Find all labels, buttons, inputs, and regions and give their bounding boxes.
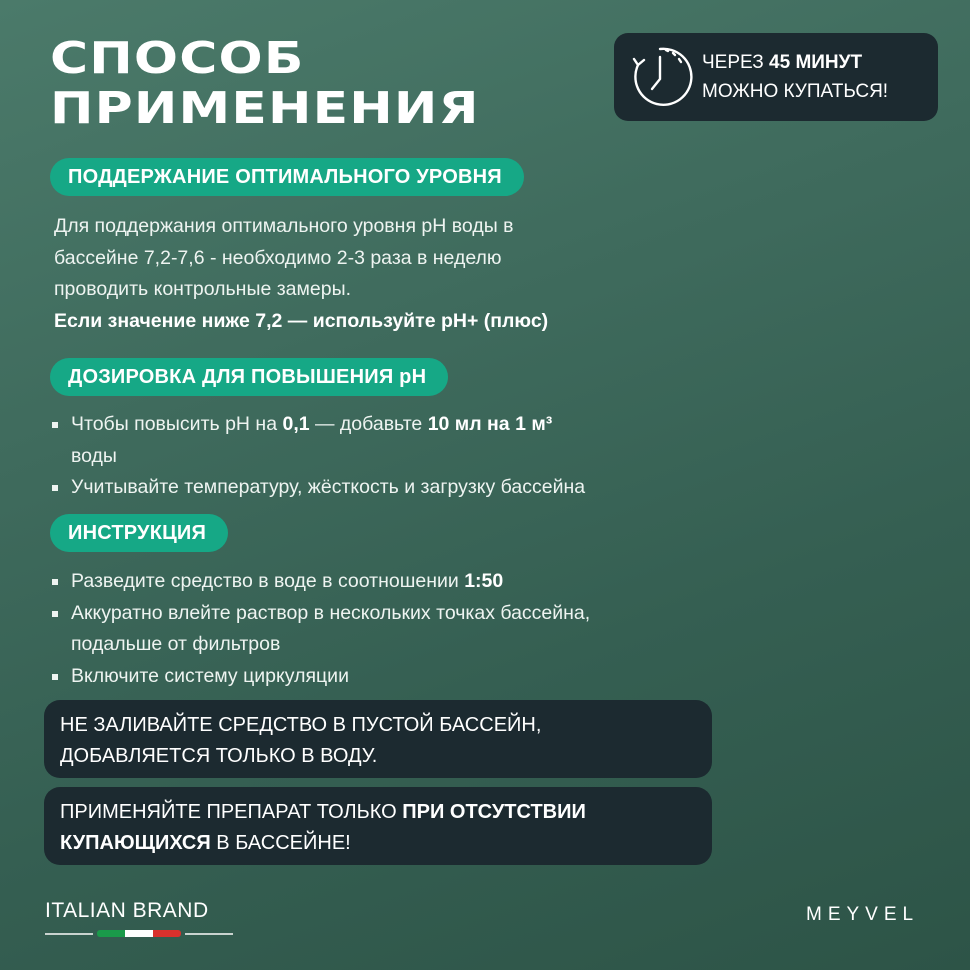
list-item	[50, 661, 730, 693]
italian-brand-text: ITALIAN BRAND	[45, 899, 209, 922]
item-text-line-2: воды	[71, 444, 117, 467]
page-title	[50, 34, 480, 134]
dosage-list	[50, 409, 730, 504]
timer-line-2: МОЖНО КУПАТЬСЯ!	[702, 81, 889, 102]
list-item	[50, 598, 730, 661]
warning-text: ПРИМЕНЯЙТЕ ПРЕПАРАТ ТОЛЬКО	[60, 801, 403, 823]
timer-prefix: ЧЕРЕЗ	[702, 52, 764, 73]
item-text: — добавьте	[309, 413, 428, 435]
list-item	[50, 472, 730, 504]
paragraph-line: бассейне 7,2-7,6 - необходимо 2-3 раза в неделю	[54, 246, 502, 269]
italian-brand-badge	[45, 899, 233, 937]
warning-box-no-swimmers	[44, 787, 712, 865]
bullet-icon	[52, 485, 58, 491]
section-heading-instruction: ИНСТРУКЦИЯ	[50, 514, 228, 552]
item-text: Чтобы повысить pH на	[71, 413, 283, 435]
bullet-icon	[52, 422, 58, 428]
instruction-list	[50, 566, 730, 692]
italian-flag-divider	[45, 930, 233, 937]
timer-text	[702, 48, 888, 106]
paragraph-line: Для поддержания оптимального уровня pH воды в	[54, 215, 514, 237]
warning-text: В БАССЕЙНЕ!	[210, 832, 351, 854]
item-text: Разведите средство в воде в соотношении	[71, 570, 465, 592]
paragraph-bold-line: Если значение ниже 7,2 — используйте pH+ (плюс)	[54, 309, 549, 332]
item-text: Включите систему циркуляции	[71, 664, 349, 687]
item-bold: 1:50	[464, 570, 504, 592]
list-item	[50, 409, 730, 472]
warning-line: ДОБАВЛЯЕТСЯ ТОЛЬКО В ВОДУ.	[60, 745, 378, 767]
clock-rotate-icon	[626, 43, 694, 111]
divider-line	[185, 933, 233, 935]
warning-line: НЕ ЗАЛИВАЙТЕ СРЕДСТВО В ПУСТОЙ БАССЕЙН,	[60, 714, 542, 736]
paragraph-line: проводить контрольные замеры.	[54, 278, 352, 300]
brand-logo: MEYVEL	[806, 904, 920, 925]
item-bold: 10 мл на 1 м³	[427, 413, 553, 435]
divider-line	[45, 933, 93, 935]
section-heading-dosage: ДОЗИРОВКА ДЛЯ ПОВЫШЕНИЯ pH	[50, 358, 448, 396]
bullet-icon	[52, 674, 58, 680]
timer-duration: 45 МИНУТ	[769, 52, 863, 73]
title-line-2: ПРИМЕНЕНИЯ	[50, 83, 480, 134]
list-item	[50, 566, 730, 598]
item-text-line-2: подальше от фильтров	[71, 633, 281, 655]
warning-box-empty-pool	[44, 700, 712, 778]
maintenance-paragraph	[54, 211, 694, 337]
warning-bold: КУПАЮЩИХСЯ	[60, 832, 211, 854]
italy-flag-icon	[97, 930, 181, 937]
bullet-icon	[52, 579, 58, 585]
bullet-icon	[52, 611, 58, 617]
item-bold: 0,1	[282, 413, 310, 435]
item-text: Учитывайте температуру, жёсткость и загрузку бассейна	[71, 476, 586, 498]
item-text: Аккуратно влейте раствор в нескольких точках бассейна,	[71, 601, 591, 624]
timer-badge	[614, 33, 938, 121]
section-heading-maintenance: ПОДДЕРЖАНИЕ ОПТИМАЛЬНОГО УРОВНЯ	[50, 158, 524, 196]
warning-bold: ПРИ ОТСУТСТВИИ	[402, 801, 586, 823]
title-line-1: СПОСОБ	[50, 33, 305, 84]
